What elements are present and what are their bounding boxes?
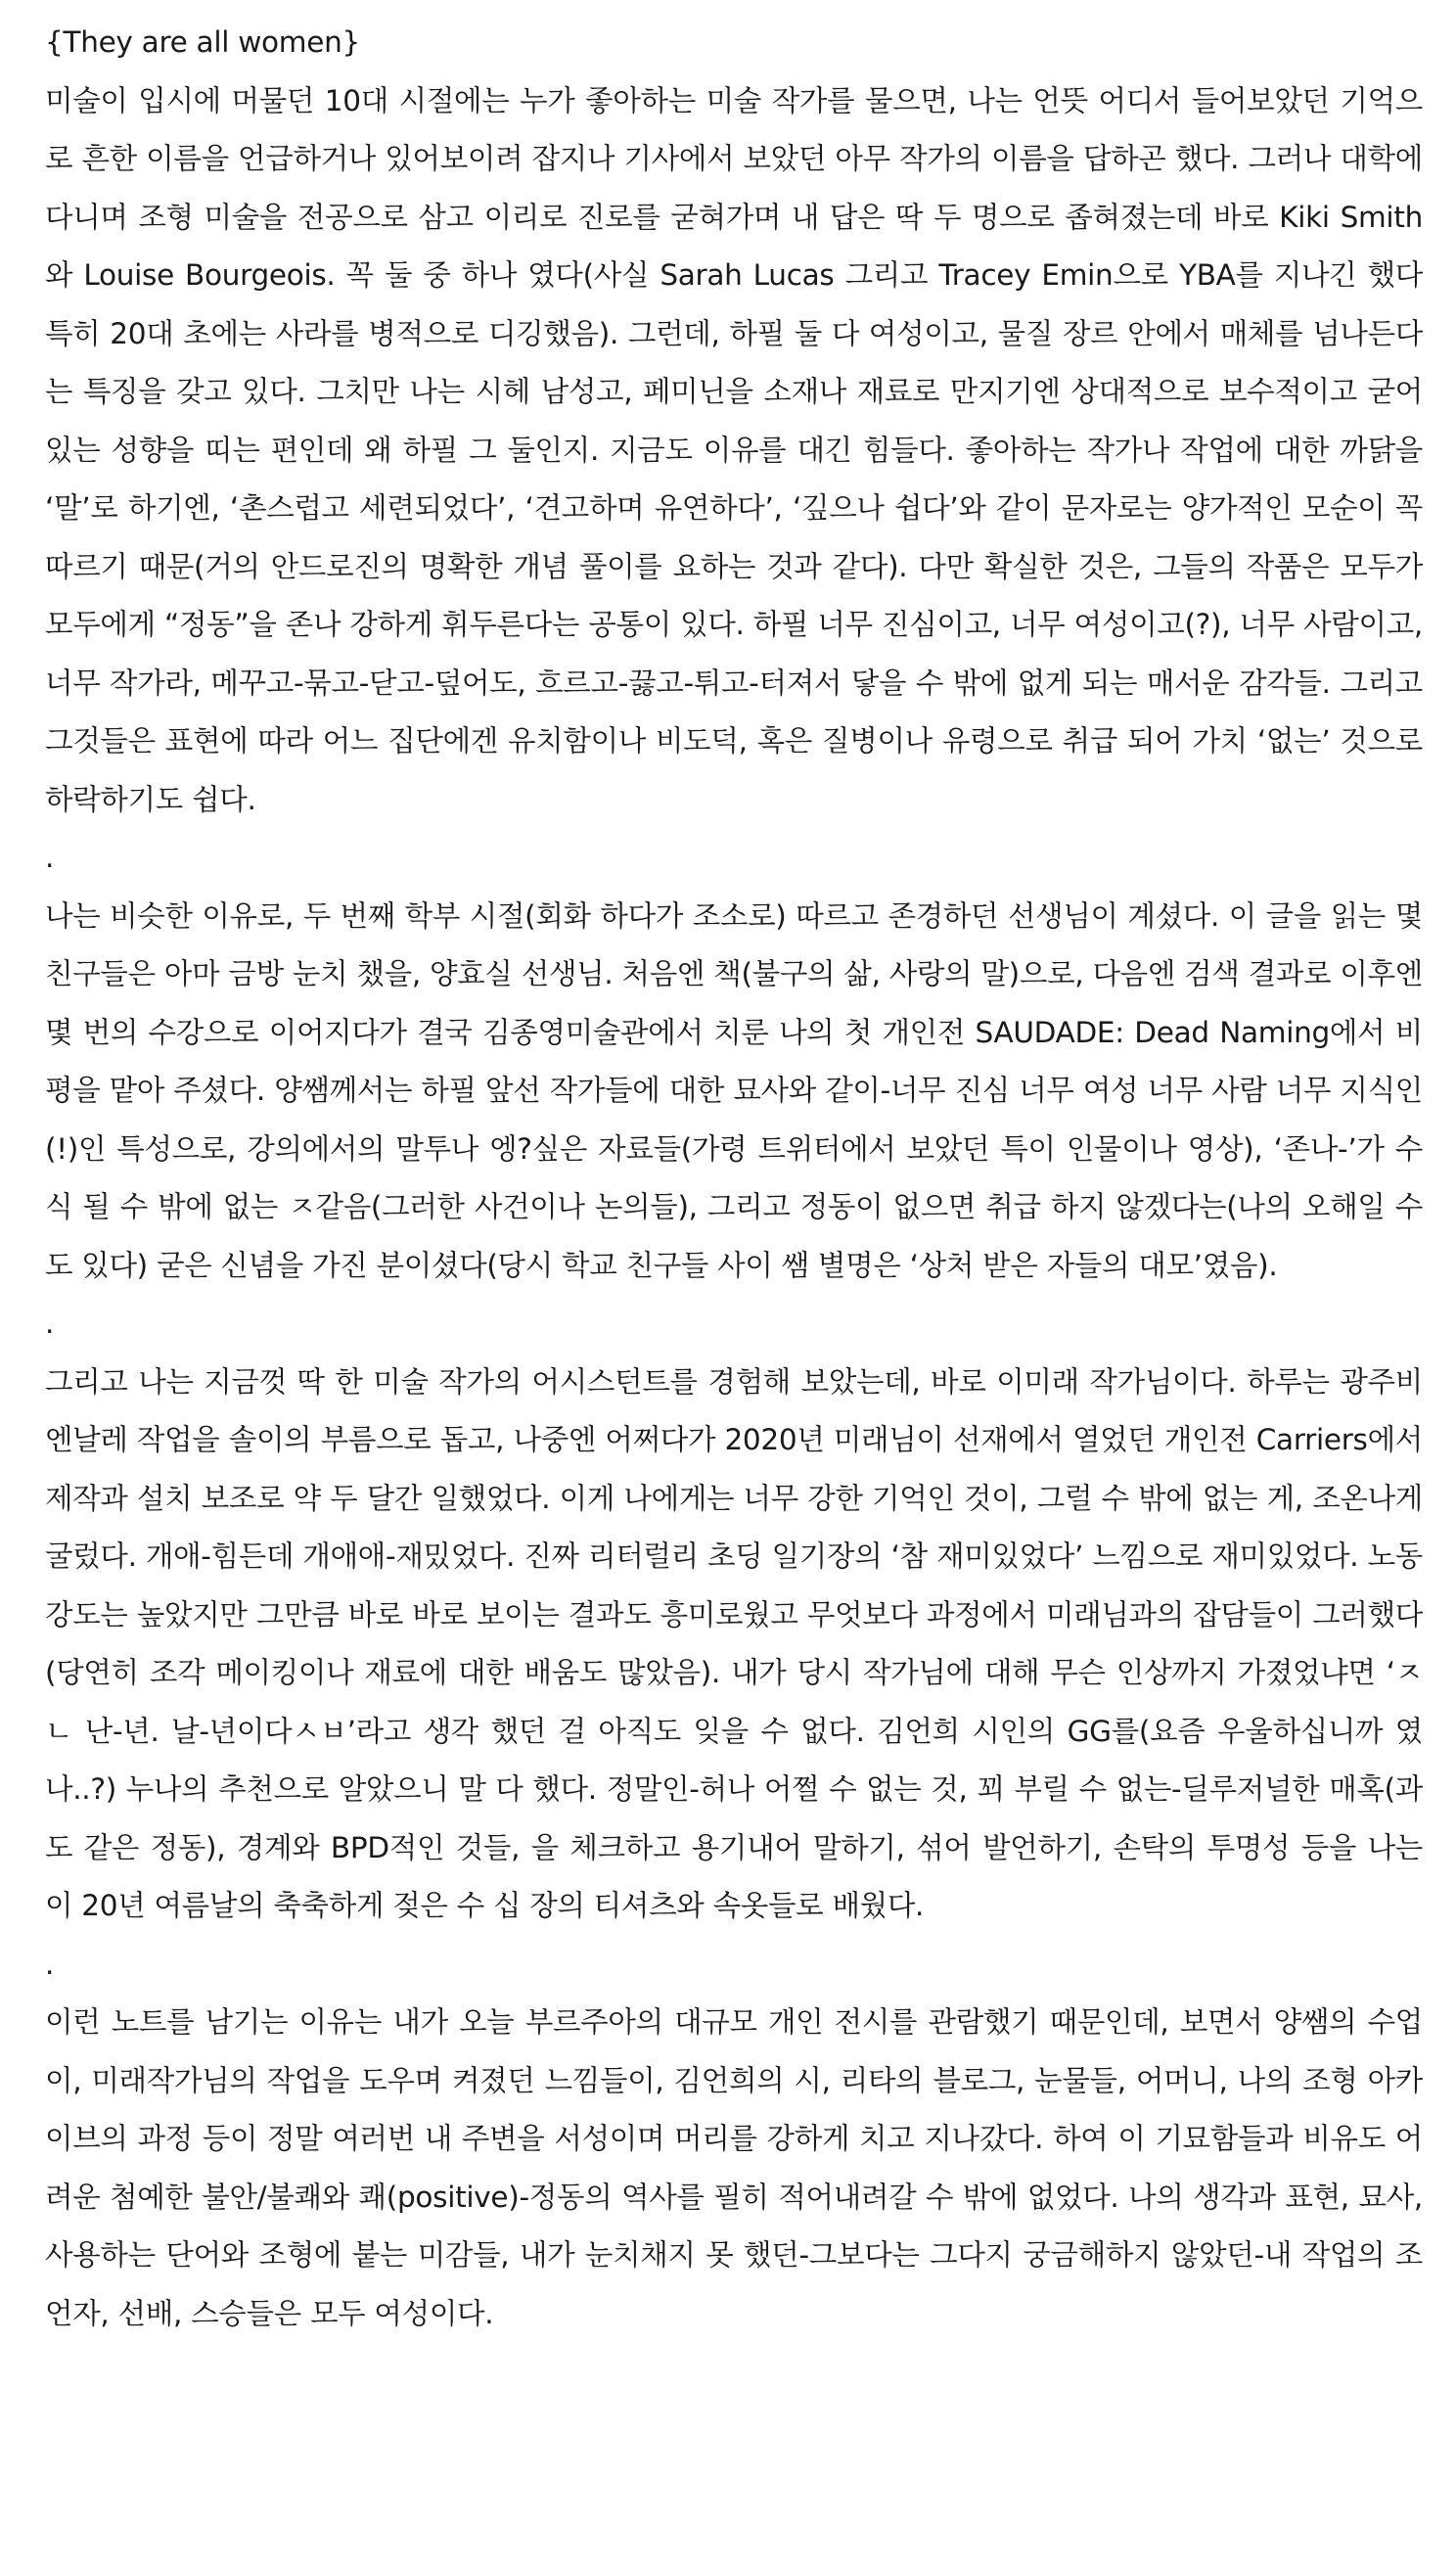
paragraph-separator: . [45, 1307, 55, 1340]
paragraph-separator: . [45, 1947, 55, 1981]
paragraph-2: 나는 비슷한 이유로, 두 번째 학부 시절(회화 하다가 조소로) 따르고 존경하던 선생님이 계셨다. 이 글을 읽는 몇 친구들은 아마 금방 눈치 챘을, 양효실 선생님. 처음엔 책(불구의 삶, 사랑의 말)으로, 다음엔 검색 결과로 이후엔 몇 번의 수강으로 이어지다가 결국 김종영미술관에서 치룬 나의 첫 개인전 SAUDADE: Dead Naming에서 비평을 맡아 주셨다. 양쌤께서는 하필 앞선 작가들에 대한 묘사와 같이-너무 진심 너무 여성 너무 사람 너무 지식인(!)인 특성으로, 강의에서의 말투나 엥?싶은 자료들(가령 트위터에서 보았던 특이 인물이나 영상), ‘존나-’가 수식 될 수 밖에 없는 ㅈ같음(그러한 사건이나 논의들), 그리고 정동이 없으면 취급 하지 않겠다는(나의 오해일 수도 있다) 굳은 신념을 가진 분이셨다(당시 학교 친구들 사이 쌤 별명은 ‘상처 받은 자들의 대모’였음). [45, 898, 1423, 1282]
paragraph-4: 이런 노트를 남기는 이유는 내가 오늘 부르주아의 대규모 개인 전시를 관람했기 때문인데, 보면서 양쌤의 수업이, 미래작가님의 작업을 도우며 켜졌던 느낌들이, 김언희의 시, 리타의 블로그, 눈물들, 어머니, 나의 조형 아카이브의 과정 등이 정말 여러번 내 주변을 서성이며 머리를 강하게 치고 지나갔다. 하여 이 기묘함들과 비유도 어려운 첨예한 불안/불쾌와 쾌(positive)-정동의 역사를 필히 적어내려갈 수 밖에 없었다. 나의 생각과 표현, 묘사, 사용하는 단어와 조형에 붙는 미감들, 내가 눈치채지 못 했던-그보다는 그다지 궁금해하지 않았던-내 작업의 조언자, 선배, 스승들은 모두 여성이다. [45, 2005, 1423, 2330]
paragraph-separator: . [45, 841, 55, 874]
paragraph-3: 그리고 나는 지금껏 딱 한 미술 작가의 어시스턴트를 경험해 보았는데, 바로 이미래 작가님이다. 하루는 광주비엔날레 작업을 솔이의 부름으로 돕고, 나중엔 어쩌다가 2020년 미래님이 선재에서 열었던 개인전 Carriers에서 제작과 설치 보조로 약 두 달간 일했었다. 이게 나에게는 너무 강한 기억인 것이, 그럴 수 밖에 없는 게, 조온나게 굴렀다. 개애-힘든데 개애애-재밌었다. 진짜 리터럴리 초딩 일기장의 ‘참 재미있었다’ 느낌으로 재미있었다. 노동 강도는 높았지만 그만큼 바로 바로 보이는 결과도 흥미로웠고 무엇보다 과정에서 미래님과의 잡담들이 그러했다(당연히 조각 메이킹이나 재료에 대한 배움도 많았음). 내가 당시 작가님에 대해 무슨 인상까지 가졌었냐면 ‘ㅈㄴ 난-년. 날-년이다ㅅㅂ’라고 생각 했던 걸 아직도 잊을 수 없다. 김언희 시인의 GG를(요즘 우울하십니까 였나..?) 누나의 추천으로 알았으니 말 다 했다. 정말인-허나 어쩔 수 없는 것, 꾀 부릴 수 없는-딜루저널한 매혹(과도 같은 정동), 경계와 BPD적인 것들, 을 체크하고 용기내어 말하기, 섞어 발언하기, 손탁의 투명성 등을 나는 이 20년 여름날의 축축하게 젖은 수 십 장의 티셔츠와 속옷들로 배웠다. [45, 1364, 1423, 1922]
paragraph-1: 미술이 입시에 머물던 10대 시절에는 누가 좋아하는 미술 작가를 물으면, 나는 언뜻 어디서 들어보았던 기억으로 흔한 이름을 언급하거나 있어보이려 잡지나 기사에서 보았던 아무 작가의 이름을 답하곤 했다. 그러나 대학에 다니며 조형 미술을 전공으로 삼고 이리로 진로를 굳혀가며 내 답은 딱 두 명으로 좁혀졌는데 바로 Kiki Smith와 Louise Bourgeois. 꼭 둘 중 하나 였다(사실 Sarah Lucas 그리고 Tracey Emin으로 YBA를 지나긴 했다 특히 20대 초에는 사라를 병적으로 디깅했음). 그런데, 하필 둘 다 여성이고, 물질 장르 안에서 매체를 넘나든다는 특징을 갖고 있다. 그치만 나는 시헤 남성고, 페미닌을 소재나 재료로 만지기엔 상대적으로 보수적이고 굳어 있는 성향을 띠는 편인데 왜 하필 그 둘인지. 지금도 이유를 대긴 힘들다. 좋아하는 작가나 작업에 대한 까닭을 ‘말’로 하기엔, ‘촌스럽고 세련되었다’, ‘견고하며 유연하다’, ‘깊으나 쉽다’와 같이 문자로는 양가적인 모순이 꼭 따르기 때문(거의 안드로진의 명확한 개념 풀이를 요하는 것과 같다). 다만 확실한 것은, 그들의 작품은 모두가 모두에게 “정동”을 존나 강하게 휘두른다는 공통이 있다. 하필 너무 진심이고, 너무 여성이고(?), 너무 사람이고, 너무 작가라, 메꾸고-묶고-닫고-덮어도, 흐르고-끓고-튀고-터져서 닿을 수 밖에 없게 되는 매서운 감각들. 그리고 그것들은 표현에 따라 어느 집단에겐 유치함이나 비도덕, 혹은 질병이나 유령으로 취급 되어 가치 ‘없는’ 것으로 하락하기도 쉽다. [45, 83, 1423, 816]
document-body [45, 14, 1423, 2343]
document-title: {They are all women} [45, 25, 360, 59]
